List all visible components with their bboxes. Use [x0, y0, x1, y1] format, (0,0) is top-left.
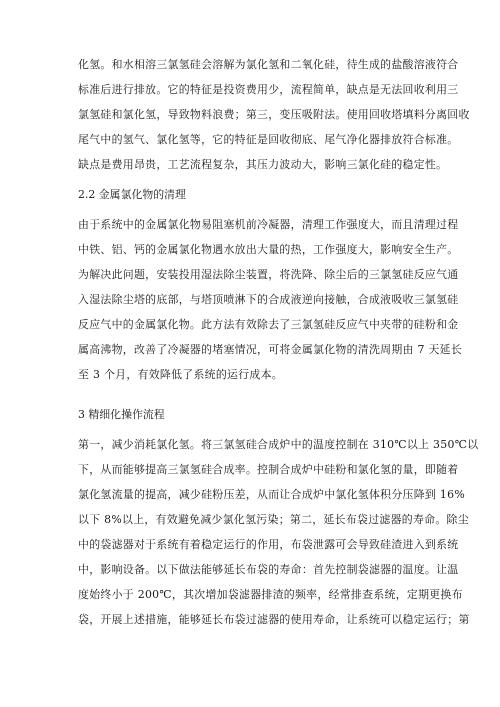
paragraph-line: 由于系统中的金属氯化物易阻塞机前冷凝器，清理工作强度大，而且清理过程 — [78, 218, 459, 231]
section-heading-2-2: 2.2 金属氯化物的清理 — [78, 188, 186, 201]
paragraph-line: 氯化氢流量的提高，减少硅粉压差，从而让合成炉中氯化氢体积分压降到 16% — [78, 488, 465, 501]
paragraph-line: 缺点是费用昂贵，工艺流程复杂，其压力波动大，影响三氯化硅的稳定性。 — [78, 158, 448, 171]
paragraph-line: 至 3 个月，有效降低了系统的运行成本。 — [78, 368, 283, 381]
paragraph-line: 中的袋滤器对于系统有着稳定运行的作用，布袋泄露可会导致硅渣进入到系统 — [78, 538, 459, 551]
section-heading-3: 3 精细化操作流程 — [78, 408, 165, 421]
paragraph-line: 属高沸物，改善了冷凝器的堵塞情况，可将金属氯化物的清洗周期由 7 天延长 — [78, 343, 463, 356]
paragraph-line: 中，影响设备。以下做法能够延长布袋的寿命：首先控制袋滤器的温度。让温 — [78, 563, 459, 576]
paragraph-line: 入湿法除尘塔的底部，与塔顶喷淋下的合成液逆向接触，合成液吸收三氯氢硅 — [78, 293, 459, 306]
paragraph-line: 反应气中的金属氯化物。此方法有效除去了三氯氢硅反应气中夹带的硅粉和金 — [78, 318, 459, 331]
paragraph-line: 中铁、铝、钙的金属氯化物遇水放出大量的热，工作强度大，影响安全生产。 — [78, 243, 459, 256]
paragraph-line: 第一，减少消耗氯化氢。将三氯氢硅合成炉中的温度控制在 310℃以上 350℃以 — [78, 438, 479, 451]
paragraph-line: 下，从而能够提高三氯氢硅合成率。控制合成炉中硅粉和氯化氢的量，即随着 — [78, 463, 459, 476]
paragraph-line: 袋，开展上述措施，能够延长布袋过滤器的使用寿命，让系统可以稳定运行；第 — [78, 613, 470, 626]
paragraph-line: 以下 8%以上，有效避免减少氯化氢污染；第二，延长布袋过滤器的寿命。除尘 — [78, 513, 469, 526]
paragraph-line: 尾气中的氢气、氯化氢等，它的特征是回收彻底、尾气净化器排放符合标准。 — [78, 133, 459, 146]
paragraph-line: 为解决此问题，安装投用湿法除尘装置，将洗降、除尘后的三氯氢硅反应气通 — [78, 268, 459, 281]
paragraph-line: 标准后进行排放。它的特征是投资费用少，流程简单，缺点是无法回收利用三 — [78, 83, 459, 96]
paragraph-line: 化氢。和水相溶三氯氢硅会溶解为氯化氢和二氧化硅，待生成的盐酸溶液符合 — [78, 58, 459, 71]
paragraph-line: 度始终小于 200℃，其次增加袋滤器排渣的频率，经常排查系统，定期更换布 — [78, 588, 463, 601]
paragraph-line: 氯氢硅和氯化氢，导致物料浪费；第三，变压吸附法。使用回收塔填料分离回收 — [78, 108, 470, 121]
